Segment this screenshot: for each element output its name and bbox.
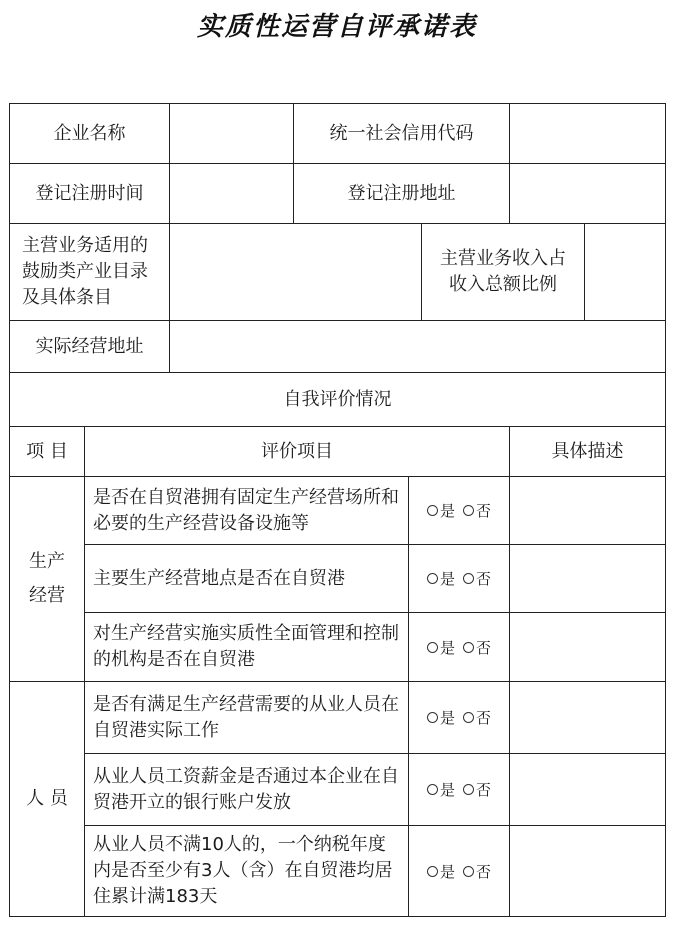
yes-radio[interactable]: [427, 779, 455, 800]
criteria-row-6: 从业人员不满10人的，一个纳税年度内是否至少有3人（含）在自贸港均居住累计满183天: [93, 834, 393, 907]
no-label: 否: [476, 862, 492, 881]
description-field-row-4[interactable]: [510, 682, 665, 753]
yes-label: 是: [439, 781, 455, 799]
header-criteria: 评价项目: [261, 440, 333, 462]
criteria-row-5: 从业人员工资薪金是否通过本企业在自贸港开立的银行账户发放: [93, 765, 399, 813]
reg-address-field[interactable]: [510, 164, 665, 223]
yes-no-options-row-3: [409, 613, 509, 681]
credit-code-field[interactable]: [510, 104, 665, 163]
yes-radio[interactable]: [427, 861, 455, 882]
radio-circle-icon: [463, 712, 474, 723]
radio-circle-icon: [427, 784, 438, 795]
yes-no-options-row-2: [409, 545, 509, 612]
group-label-personnel: 人 员: [26, 788, 68, 809]
no-label: 否: [476, 781, 492, 799]
actual-address-field[interactable]: [170, 321, 665, 372]
form-title: 实质性运营自评承诺表: [196, 12, 477, 42]
yes-no-options-row-5: [409, 754, 509, 825]
description-field-row-3[interactable]: [510, 613, 665, 681]
no-radio[interactable]: [463, 707, 491, 728]
industry-label: [10, 224, 169, 320]
yes-radio[interactable]: [427, 568, 455, 589]
description-field-row-1[interactable]: [510, 477, 665, 544]
company-name-field[interactable]: [170, 104, 293, 163]
description-field-row-6[interactable]: [510, 826, 665, 916]
industry-label-text: 主营业务适用的鼓励类产业目录及具体条目: [22, 235, 148, 308]
radio-circle-icon: [463, 573, 474, 584]
reg-address-label: 登记注册地址: [347, 182, 456, 204]
radio-circle-icon: [427, 573, 438, 584]
no-radio[interactable]: [463, 779, 491, 800]
header-description: 具体描述: [551, 440, 624, 462]
criteria-row-3: 对生产经营实施实质性全面管理和控制的机构是否在自贸港: [93, 623, 399, 670]
no-label: 否: [476, 709, 492, 727]
no-radio[interactable]: [463, 500, 491, 521]
yes-radio[interactable]: [427, 637, 455, 658]
revenue-ratio-field[interactable]: [585, 224, 665, 320]
actual-address-label: 实际经营地址: [35, 335, 144, 357]
industry-field[interactable]: [170, 224, 421, 320]
yes-no-options-row-1: [409, 477, 509, 544]
no-label: 否: [476, 502, 492, 520]
radio-circle-icon: [427, 712, 438, 723]
description-field-row-5[interactable]: [510, 754, 665, 825]
yes-no-options-row-4: [409, 682, 509, 753]
radio-circle-icon: [427, 866, 438, 877]
header-item: 项 目: [26, 440, 68, 462]
yes-label: 是: [439, 570, 455, 588]
section-title: 自我评价情况: [283, 388, 392, 410]
no-radio[interactable]: [463, 861, 491, 882]
revenue-ratio-label: [422, 224, 584, 320]
criteria-row-1: 是否在自贸港拥有固定生产经营场所和必要的生产经营设备设施等: [93, 486, 399, 534]
no-radio[interactable]: [463, 568, 491, 589]
company-name-label: 企业名称: [53, 122, 126, 144]
radio-circle-icon: [463, 505, 474, 516]
radio-circle-icon: [463, 642, 474, 653]
radio-circle-icon: [463, 784, 474, 795]
credit-code-label: 统一社会信用代码: [329, 122, 474, 144]
group-label-operations: [10, 477, 84, 681]
reg-time-label: 登记注册时间: [35, 182, 144, 204]
reg-time-field[interactable]: [170, 164, 293, 223]
revenue-ratio-label-text: 主营业务收入占收入总额比例: [440, 248, 566, 295]
no-label: 否: [476, 638, 492, 657]
yes-label: 是: [439, 862, 455, 881]
yes-no-options-row-6: [409, 826, 509, 916]
group-label-operations-text: 生产经营: [29, 551, 65, 606]
yes-label: 是: [439, 638, 455, 657]
yes-radio[interactable]: [427, 707, 455, 728]
yes-label: 是: [439, 709, 455, 727]
no-radio[interactable]: [463, 637, 491, 658]
no-label: 否: [476, 570, 492, 588]
description-field-row-2[interactable]: [510, 545, 665, 612]
radio-circle-icon: [427, 505, 438, 516]
criteria-row-2: 主要生产经营地点是否在自贸港: [93, 567, 345, 589]
radio-circle-icon: [463, 866, 474, 877]
radio-circle-icon: [427, 642, 438, 653]
yes-label: 是: [439, 502, 455, 520]
yes-radio[interactable]: [427, 500, 455, 521]
criteria-row-4: 是否有满足生产经营需要的从业人员在自贸港实际工作: [93, 693, 399, 741]
